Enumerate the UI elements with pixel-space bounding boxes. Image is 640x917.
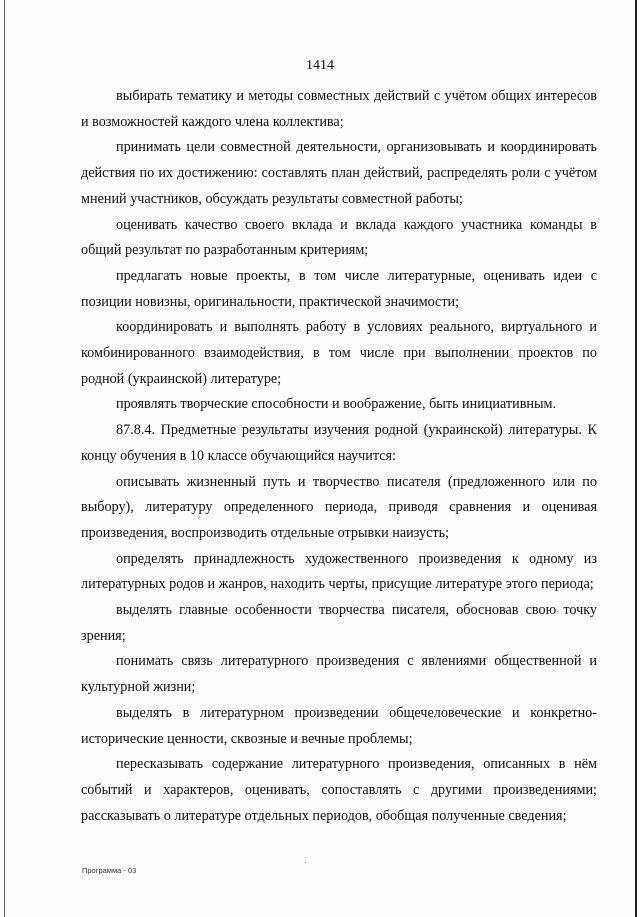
paragraph: определять принадлежность художественного произведения к одному из литературных родов и жанров, находить черты, присущие литературе этого периода; <box>81 550 597 593</box>
section-heading-paragraph: 87.8.4. Предметные результаты изучения родной (украинской) литературы. К концу обучения в 10 классе обучающийся научится: <box>81 422 597 464</box>
paragraph: принимать цели совместной деятельности, организовывать и координировать действия по их достижению: составлять план действий, распределять роли с учётом мнений участников, обсуждать результаты совместной работы; <box>81 139 597 207</box>
paragraph: выделять в литературном произведении общечеловеческие и конкретно-исторические ценности, сквозные и вечные проблемы; <box>81 704 597 747</box>
scan-edge-right <box>635 0 637 917</box>
paragraph: координировать и выполнять работу в условиях реального, виртуального и комбинированного взаимодействия, в том числе при выполнении проектов по родной (украинской) литературе; <box>81 319 597 387</box>
footer-label: Программа - 03 <box>82 866 137 875</box>
paragraph: оценивать качество своего вклада и вклада каждого участника команды в общий результат по разработанным критериям; <box>81 216 597 259</box>
paragraph: описывать жизненный путь и творчество писателя (предложенного или по выбору), литературу определенного периода, приводя сравнения и оценивая произведения, воспроизводить отдельные отрывки наизусть; <box>81 473 597 541</box>
paragraph: предлагать новые проекты, в том числе литературные, оценивать идеи с позиции новизны, оригинальности, практической значимости; <box>81 267 597 310</box>
paragraph: проявлять творческие способности и воображение, быть инициативным. <box>116 396 557 413</box>
paragraph: понимать связь литературного произведения с явлениями общественной и культурной жизни; <box>81 653 597 696</box>
scan-edge-left <box>4 0 5 917</box>
body-text <box>81 84 597 829</box>
paragraph: выбирать тематику и методы совместных действий с учётом общих интересов и возможностей каждого члена коллектива; <box>81 88 597 130</box>
paragraph: выделять главные особенности творчества писателя, обосновав свою точку зрения; <box>81 602 597 644</box>
scan-speck <box>305 862 306 863</box>
page-number: 1414 <box>306 58 334 73</box>
paragraph: пересказывать содержание литературного произведения, описанных в нём событий и характеров, оценивать, сопоставлять с другими произведениями; рассказывать о литературе отдельных периодов, обобщая полученные сведения; <box>81 756 597 824</box>
